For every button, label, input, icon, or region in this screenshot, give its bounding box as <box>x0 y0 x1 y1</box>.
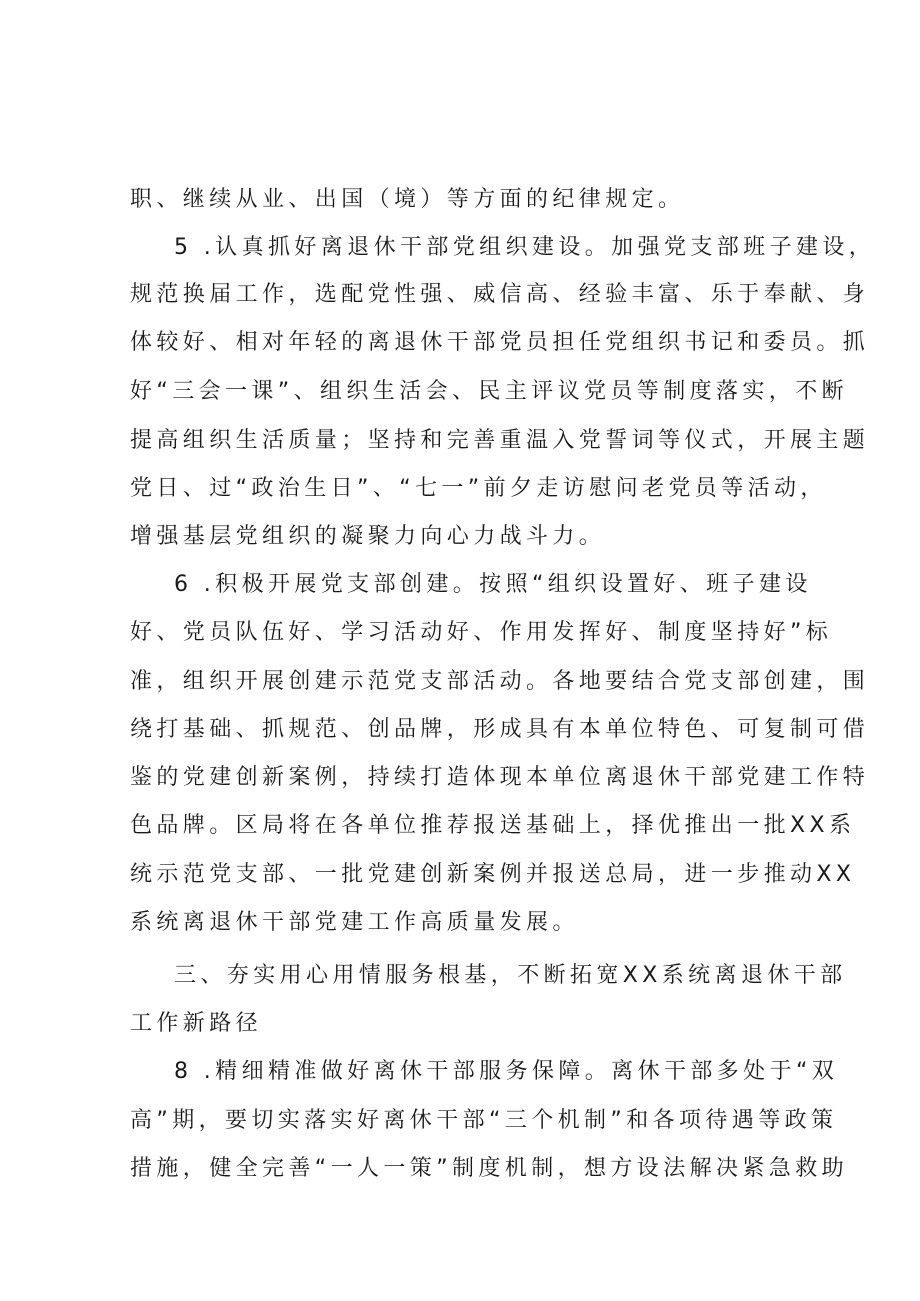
paragraph-6-heading-line: 6 .积极开展党支部创建。按照“组织设置好、班子建设 <box>174 572 812 597</box>
section-3-heading-line: 工作新路径 <box>130 1011 263 1036</box>
text-line: 绕打基础、抓规范、创品牌，形成具有本单位特色、可复制可借 <box>130 717 870 742</box>
text-line: 准，组织开展创建示范党支部活动。各地要结合党支部创建，围 <box>130 669 870 694</box>
text-line: 体较好、相对年轻的离退休干部党员担任党组织书记和委员。抓 <box>130 330 870 355</box>
text-line: 系统离退休干部党建工作高质量发展。 <box>130 910 579 935</box>
section-3-heading-line: 三、夯实用心用情服务根基，不断拓宽XX系统离退休干部 <box>174 963 847 988</box>
text-line: 增强基层党组织的凝聚力向心力战斗力。 <box>130 524 606 549</box>
text-line: 规范换届工作，选配党性强、威信高、经验丰富、乐于奉献、身 <box>130 282 870 307</box>
paragraph-5-heading-line: 5 .认真抓好离退休干部党组织建设。加强党支部班子建设， <box>174 235 876 260</box>
text-line: 色品牌。区局将在各单位推荐报送基础上，择优推出一批XX系 <box>130 813 856 838</box>
text-line: 提高组织生活质量；坚持和完善重温入党誓词等仪式，开展主题 <box>130 428 870 453</box>
text-line: 鉴的党建创新案例，持续打造体现本单位离退休干部党建工作特 <box>130 765 870 790</box>
paragraph-8-heading-line: 8 .精细精准做好离休干部服务保障。离休干部多处于“双 <box>174 1059 839 1084</box>
text-line: 高”期，要切实落实好离休干部“三个机制”和各项待遇等政策 <box>130 1108 838 1133</box>
text-line: 措施，健全完善“一人一策”制度机制，想方设法解决紧急救助 <box>130 1156 848 1181</box>
text-line: 好“三会一课”、组织生活会、民主评议党员等制度落实，不断 <box>130 379 848 404</box>
text-line: 好、党员队伍好、学习活动好、作用发挥好、制度坚持好”标 <box>130 620 833 645</box>
text-line: 党日、过“政治生日”、“七一”前夕走访慰问老党员等活动， <box>130 476 827 501</box>
text-line: 职、继续从业、出国（境）等方面的纪律规定。 <box>130 187 685 212</box>
text-line: 统示范党支部、一批党建创新案例并报送总局，进一步推动XX <box>130 862 856 887</box>
